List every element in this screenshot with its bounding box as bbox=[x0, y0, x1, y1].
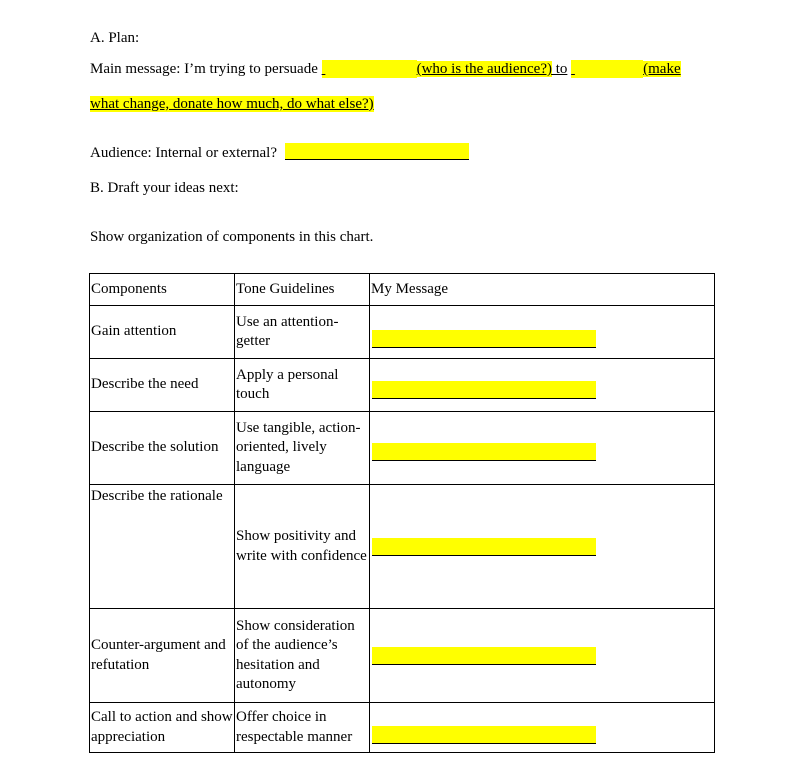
message-field[interactable] bbox=[372, 381, 596, 399]
main-message-prefix: Main message: I’m trying to persuade bbox=[90, 61, 318, 77]
plan-heading: A. Plan: bbox=[90, 30, 140, 46]
change-hint-start: (make bbox=[643, 61, 681, 77]
table-row bbox=[90, 359, 715, 412]
message-field[interactable] bbox=[372, 330, 596, 348]
change-hint-line bbox=[90, 95, 374, 113]
table-row bbox=[90, 609, 715, 703]
audience-blank[interactable] bbox=[322, 60, 417, 78]
component-cell: Counter-argument and refutation bbox=[90, 609, 235, 703]
message-cell bbox=[370, 703, 715, 753]
chart-intro: Show organization of components in this chart. bbox=[90, 229, 374, 245]
tone-cell: Offer choice in respectable manner bbox=[235, 703, 370, 753]
message-field[interactable] bbox=[372, 647, 596, 665]
tone-cell: Use an attention-getter bbox=[235, 306, 370, 359]
table-row bbox=[90, 703, 715, 753]
audience-hint: (who is the audience?) bbox=[416, 61, 552, 77]
table-row bbox=[90, 306, 715, 359]
header-tone-guidelines: Tone Guidelines bbox=[235, 274, 370, 306]
message-field[interactable] bbox=[372, 443, 596, 461]
header-my-message: My Message bbox=[370, 274, 715, 306]
message-cell bbox=[370, 412, 715, 485]
message-field[interactable] bbox=[372, 538, 596, 556]
table-row bbox=[90, 412, 715, 485]
draft-heading: B. Draft your ideas next: bbox=[90, 180, 239, 196]
to-word: to bbox=[551, 61, 568, 77]
component-cell: Call to action and show appreciation bbox=[90, 703, 235, 753]
tone-cell: Use tangible, action-oriented, lively language bbox=[235, 412, 370, 485]
main-message-line bbox=[90, 60, 681, 78]
change-hint-end: what change, donate how much, do what else?) bbox=[90, 96, 374, 112]
tone-cell: Show consideration of the audience’s hesitation and autonomy bbox=[235, 609, 370, 703]
component-cell: Describe the solution bbox=[90, 412, 235, 485]
table-row bbox=[90, 485, 715, 609]
tone-cell: Apply a personal touch bbox=[235, 359, 370, 412]
component-cell: Gain attention bbox=[90, 306, 235, 359]
change-blank[interactable] bbox=[571, 60, 643, 78]
audience-type-field[interactable] bbox=[285, 143, 469, 160]
header-components: Components bbox=[90, 274, 235, 306]
components-chart bbox=[89, 273, 715, 753]
message-cell bbox=[370, 359, 715, 412]
component-cell: Describe the rationale bbox=[90, 485, 235, 609]
message-cell bbox=[370, 609, 715, 703]
audience-label: Audience: Internal or external? bbox=[90, 145, 277, 161]
component-cell: Describe the need bbox=[90, 359, 235, 412]
message-field[interactable] bbox=[372, 726, 596, 744]
table-header-row bbox=[90, 274, 715, 306]
message-cell bbox=[370, 485, 715, 609]
message-cell bbox=[370, 306, 715, 359]
tone-cell: Show positivity and write with confidence bbox=[235, 485, 370, 609]
audience-line bbox=[90, 143, 469, 162]
